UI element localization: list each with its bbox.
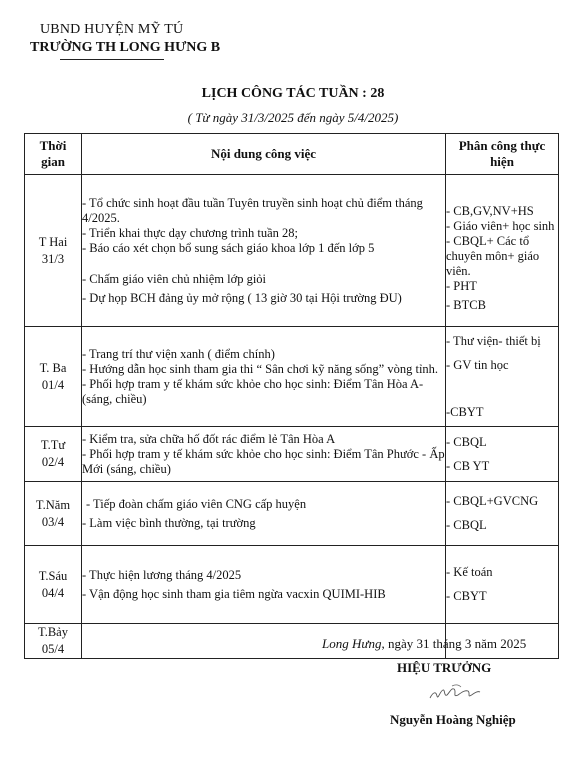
task-item: - Làm việc bình thường, tại trường (82, 515, 256, 530)
content-cell (82, 175, 446, 327)
document-subtitle: ( Từ ngày 31/3/2025 đến ngày 5/4/2025) (187, 110, 399, 125)
task-item: - Trang trí thư viện xanh ( điểm chính) (82, 346, 275, 361)
assignee: - Giáo viên+ học sinh (446, 219, 555, 233)
signer-role: HIỆU TRƯỞNG (397, 660, 492, 675)
assign-cell (446, 327, 559, 427)
task-item: - Kiểm tra, sửa chữa hố đốt rác điểm lẻ Tân Hòa A (82, 431, 336, 446)
day-label: T. Ba (39, 360, 67, 375)
school-name: TRƯỜNG TH LONG HƯNG B (30, 40, 221, 55)
day-cell (25, 546, 82, 624)
header-underline (60, 59, 164, 60)
assignee: - Thư viện- thiết bị (446, 333, 541, 348)
table-row-thursday (25, 482, 559, 546)
day-date: 03/4 (41, 514, 65, 529)
day-cell (25, 427, 82, 482)
day-cell (25, 482, 82, 546)
header-content: Nội dung công việc (82, 134, 446, 175)
day-date: 02/4 (41, 455, 65, 469)
signing-place: Long Hưng (322, 636, 382, 651)
assignee: - PHT (446, 279, 477, 293)
table-row-friday (25, 546, 559, 624)
day-date: 04/4 (41, 585, 65, 600)
assign-cell (446, 175, 559, 327)
day-date: 01/4 (41, 377, 65, 392)
day-label: T.Bảy (38, 625, 68, 639)
header-assign: Phân công thực hiện (446, 134, 559, 175)
task-item: - Dự họp BCH đảng ủy mở rộng ( 13 giờ 30 tại Hội trường ĐU) (82, 290, 402, 305)
task-item: - Tiếp đoàn chấm giáo viên CNG cấp huyện (86, 496, 307, 511)
day-date: 05/4 (41, 642, 65, 656)
signing-date: , ngày 31 tháng 3 năm 2025 (381, 636, 527, 651)
day-label: T.Tư (40, 438, 66, 452)
task-item: - Chấm giáo viên chủ nhiệm lớp giỏi (82, 271, 267, 286)
assignee: - GV tin học (446, 357, 509, 372)
table-header-row (25, 134, 559, 175)
day-label: T.Sáu (38, 568, 68, 583)
assignee: - BTCB (446, 298, 486, 312)
assignee: - Kế toán (446, 565, 493, 579)
agency-name: UBND HUYỆN MỸ TÚ (40, 22, 184, 37)
task-item: - Tổ chức sinh hoạt đầu tuần Tuyên truyền sinh hoạt chủ điểm tháng 4/2025. (82, 195, 423, 225)
assign-cell (446, 546, 559, 624)
day-cell (25, 624, 82, 659)
assignee: - CB YT (446, 458, 490, 473)
content-cell (82, 427, 446, 482)
signing-place-date (322, 636, 526, 652)
task-item: - Hướng dẫn học sinh tham gia thi “ Sân chơi kỹ năng sống” vòng tỉnh. (82, 361, 439, 376)
task-item: - Báo cáo xét chọn bổ sung sách giáo khoa lớp 1 đến lớp 5 (82, 240, 375, 255)
content-cell (82, 327, 446, 427)
table-row-monday (25, 175, 559, 327)
header-day: Thời gian (25, 134, 82, 175)
assignee: - CBQL (446, 518, 487, 532)
day-cell (25, 327, 82, 427)
task-item: - Phối hợp tram y tế khám sức khỏe cho học sinh: Điểm Tân Phước - Ấp Mới (sáng, chiều) (82, 446, 445, 476)
document-title: LỊCH CÔNG TÁC TUẦN : 28 (201, 86, 385, 101)
day-date: 31/3 (41, 251, 65, 266)
assign-cell (446, 427, 559, 482)
task-item: - Thực hiện lương tháng 4/2025 (82, 567, 242, 582)
assignee: - CBYT (446, 589, 487, 603)
signer-name: Nguyễn Hoàng Nghiệp (390, 712, 516, 727)
assignee: - CBQL (446, 434, 487, 449)
day-label: T Hai (38, 234, 68, 249)
assignee: - CB,GV,NV+HS (446, 204, 534, 218)
assign-cell (446, 482, 559, 546)
task-item: - Triển khai thực dạy chương trình tuần 28; (82, 225, 298, 240)
table-row-tuesday (25, 327, 559, 427)
day-label: T.Năm (35, 497, 71, 512)
table-row-wednesday (25, 427, 559, 482)
schedule-table (24, 133, 559, 659)
assignee: - CBQL+GVCNG (446, 494, 539, 508)
signature-image (428, 682, 482, 704)
assignee: - CBQL+ Các tổ chuyên môn+ giáo viên. (446, 234, 540, 278)
day-cell (25, 175, 82, 327)
content-cell (82, 482, 446, 546)
task-item: - Vận động học sinh tham gia tiêm ngừa vacxin QUIMI-HIB (82, 586, 386, 601)
task-item: - Phối hợp tram y tế khám sức khỏe cho học sinh: Điểm Tân Hòa A- (sáng, chiều) (82, 376, 424, 406)
content-cell (82, 546, 446, 624)
assignee: -CBYT (446, 404, 484, 419)
